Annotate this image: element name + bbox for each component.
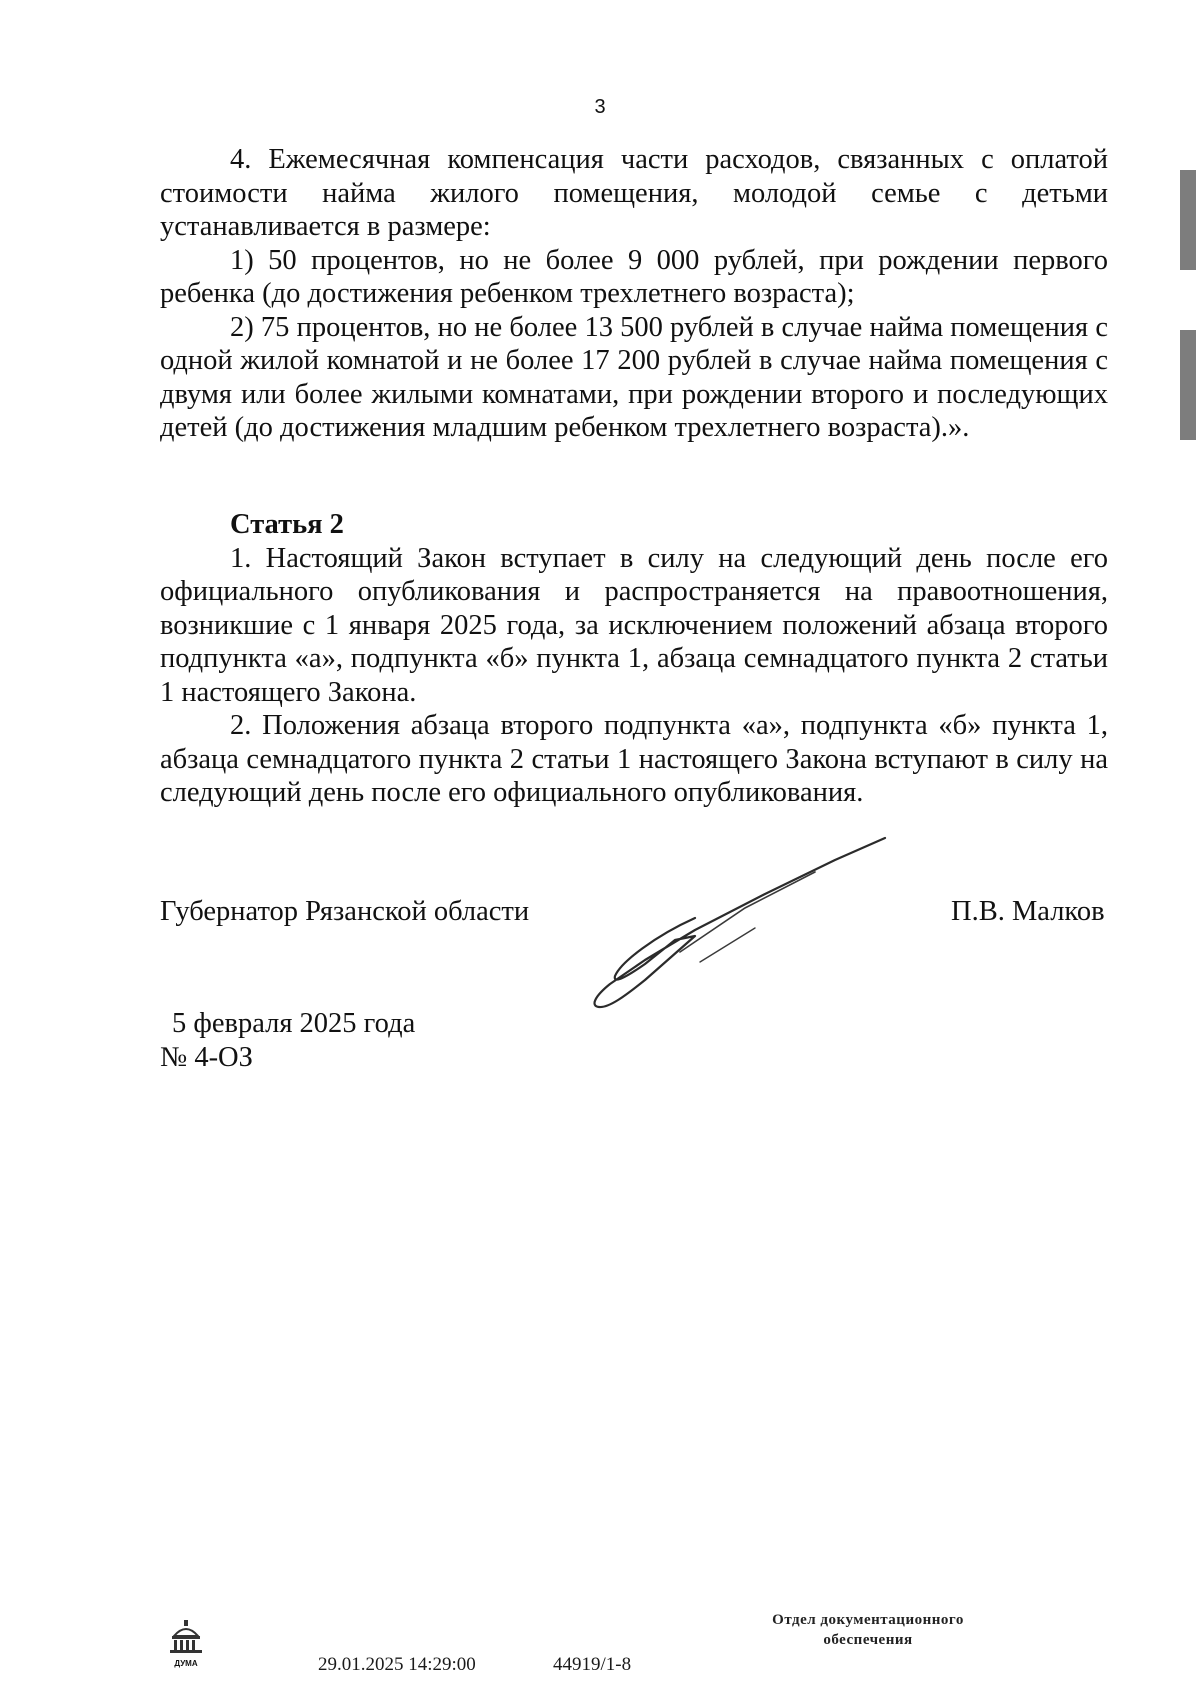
duma-building-icon <box>166 1620 206 1654</box>
handwritten-signature <box>585 832 895 1012</box>
duma-logo <box>166 1620 206 1666</box>
department-line-1: Отдел документационного <box>772 1612 964 1628</box>
duma-logo-text: ДУМА <box>174 1659 198 1668</box>
department-line-2: обеспечения <box>823 1632 913 1648</box>
article-heading: Статья 2 <box>230 509 344 540</box>
paragraph-item-4: 4. Ежемесячная компенсация части расходов, связанных с оплатой стоимости найма жилого помещения, молодой семье с детьми устанавливается в размере: <box>160 144 1108 242</box>
paragraph-subitem-1: 1) 50 процентов, но не более 9 000 рублей, при рождении первого ребенка (до достижения ребенком трехлетнего возраста); <box>160 244 1108 309</box>
law-number: № 4-ОЗ <box>160 1042 253 1073</box>
signature-name: П.В. Малков <box>951 896 1105 927</box>
page-number: 3 <box>594 96 606 118</box>
article-paragraph-2: 2. Положения абзаца второго подпункта «а», подпункта «б» пункта 1, абзаца семнадцатого пункта 2 статьи 1 настоящего Закона вступают в силу на следующий день после его официального опубликования. <box>160 710 1108 808</box>
article-2-section <box>160 508 1108 810</box>
footer-doc-code: 44919/1-8 <box>553 1654 632 1675</box>
paragraph-subitem-2: 2) 75 процентов, но не более 13 500 рублей в случае найма помещения с одной жилой комнатой и не более 17 200 рублей в случае найма помещения с двумя или более жилыми комнатами, при рождении второго и последующих детей (до достижения младшим ребенком трехлетнего возраста).». <box>160 311 1108 443</box>
signature-position: Губернатор Рязанской области <box>160 896 530 927</box>
department-stamp <box>718 1610 1018 1650</box>
article-paragraph-1: 1. Настоящий Закон вступает в силу на следующий день после его официального опубликования и распространяется на правоотношения, возникшие с 1 января 2025 года, за исключением положений абзаца второго подпункта «а», подпункта «б» пункта 1, абзаца семнадцатого пункта 2 статьи 1 настоящего Закона. <box>160 542 1108 708</box>
section-4-text <box>160 143 1108 445</box>
footer-timestamp: 29.01.2025 14:29:00 <box>318 1654 476 1675</box>
scan-edge-strip <box>1180 40 1196 1640</box>
law-date: 5 февраля 2025 года <box>172 1008 416 1039</box>
